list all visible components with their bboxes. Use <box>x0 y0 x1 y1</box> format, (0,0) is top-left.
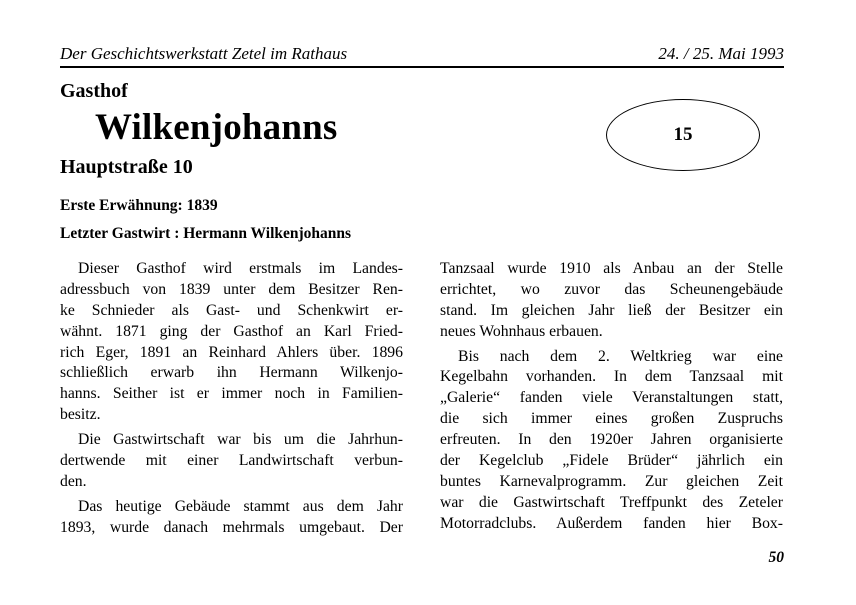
header-date: 24. / 25. Mai 1993 <box>658 44 784 63</box>
text-line: Kegelbahn vorhanden. In dem Tanzsaal mit <box>440 368 783 386</box>
header-exhibition-title: Der Geschichtswerkstatt Zetel im Rathaus <box>60 44 348 63</box>
text-line: „Galerie“ fanden viele Veranstaltungen statt, <box>440 389 783 407</box>
text-line: dertwende mit einer Landwirtschaft verbun- <box>60 452 403 470</box>
text-line: rich Eger, 1891 an Reinhard Ahlers über. 1896 <box>60 343 403 361</box>
text-line: adressbuch von 1839 unter dem Besitzer Ren- <box>60 280 403 298</box>
number-badge-label: 15 <box>673 124 693 145</box>
text-line: Die Gastwirtschaft war bis um die Jahrhun- <box>78 431 403 449</box>
text-line: Dieser Gasthof wird erstmals im Landes- <box>78 260 403 277</box>
text-line: hanns. Seither ist er immer noch in Familien- <box>60 385 403 403</box>
last-host: Letzter Gastwirt : Hermann Wilkenjohanns <box>60 225 352 242</box>
text-line: besitz. <box>60 406 101 424</box>
text-line: Das heutige Gebäude stammt aus dem Jahr <box>78 497 403 515</box>
text-line: Motorradclubs. Außerdem fanden hier Box- <box>440 514 783 532</box>
text-line: schließlich erwarb ihn Hermann Wilkenjo- <box>60 364 403 382</box>
text-line: neues Wohnhaus erbauen. <box>440 322 603 340</box>
article-title: Wilkenjohanns <box>95 107 338 148</box>
number-badge <box>606 99 760 171</box>
text-line: wähnt. 1871 ging der Gasthof an Karl Fried- <box>60 322 403 340</box>
text-line: 1893, wurde danach mehrmals umgebaut. Der <box>60 518 403 536</box>
running-header <box>60 44 784 66</box>
text-line: errichtet, wo zuvor das Scheunengebäude <box>440 280 783 298</box>
text-line: Tanzsaal wurde 1910 als Anbau an der Stelle <box>440 260 783 277</box>
article-address: Hauptstraße 10 <box>60 156 193 178</box>
text-line: erfreuten. In den 1920er Jahren organisierte <box>440 431 783 449</box>
page-number: 50 <box>768 549 784 566</box>
text-line: die sich immer eines großen Zuspruchs <box>440 410 783 428</box>
left-column <box>60 259 403 539</box>
text-line: den. <box>60 472 87 490</box>
header-rule <box>60 66 784 68</box>
text-line: stand. Im gleichen Jahr ließ der Besitzer ein <box>440 301 783 319</box>
text-line: ke Schnieder als Gast- und Schenkwirt er- <box>60 301 403 319</box>
right-column <box>440 259 783 535</box>
text-line: der Kegelclub „Fidele Brüder“ jährlich ein <box>440 452 783 470</box>
first-mention: Erste Erwähnung: 1839 <box>60 197 218 214</box>
text-line: buntes Karnevalprogramm. Zur gleichen Zeit <box>440 472 783 490</box>
text-line: war die Gastwirtschaft Treffpunkt des Zeteler <box>440 493 783 511</box>
text-line: Bis nach dem 2. Weltkrieg war eine <box>458 347 783 365</box>
article-kicker: Gasthof <box>60 80 128 102</box>
